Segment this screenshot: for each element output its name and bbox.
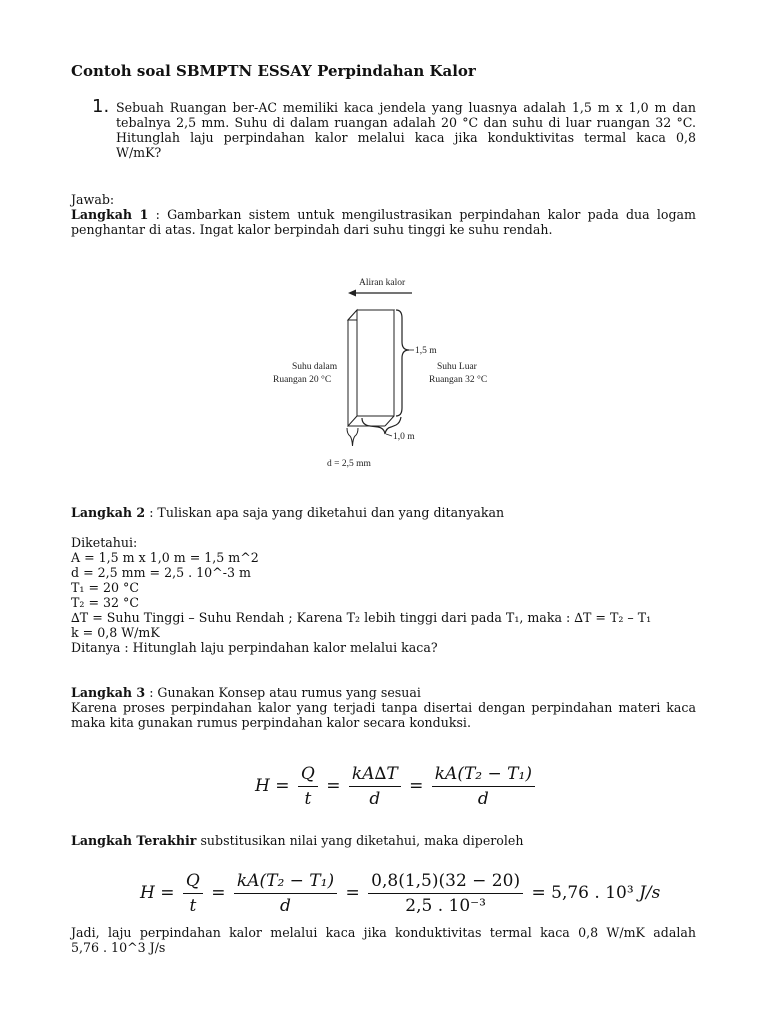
known-header: Diketahui: [71, 535, 138, 550]
question-line-1: Sebuah Ruangan ber-AC memiliki kaca jendela yang luasnya adalah 1,5 m x 1,0 m dan [116, 100, 696, 115]
step2-text: : Tuliskan apa saja yang diketahui dan yang ditanyakan [149, 505, 505, 520]
formula1-t: t [304, 789, 312, 809]
known-line-5: ∆T = Suhu Tinggi – Suhu Rendah ; Karena T₂ lebih tinggi dari pada T₁, maka : ∆T = T₂ – T₁ [71, 610, 652, 625]
width-pointer [386, 434, 392, 436]
formula2-q: Q [183, 871, 203, 894]
formula2-result: 5,76 . 10³ [551, 883, 634, 903]
final-step-label: Langkah Terakhir [71, 833, 197, 848]
known-line-3: T₁ = 20 °C [71, 580, 139, 595]
final-step-text: substitusikan nilai yang diketahui, maka diperoleh [200, 833, 524, 848]
step1-line-1 [71, 208, 696, 223]
step2-line [71, 506, 696, 521]
conclusion-line-1: Jadi, laju perpindahan kalor melalui kaca jika konduktivitas termal kaca 0,8 W/mK adalah [71, 925, 696, 940]
step3-line [71, 686, 696, 701]
formula2-frac-values [368, 871, 523, 916]
glass-pane-edge [385, 416, 394, 426]
thickness-brace [347, 428, 358, 446]
step1-line-2: penghantar di atas. Ingat kalor berpindah dari suhu tinggi ke suhu rendah. [71, 222, 553, 237]
conclusion-line-2: 5,76 . 10^3 J/s [71, 940, 166, 955]
step1-label: Langkah 1 [71, 207, 149, 222]
formula1-q: Q [298, 764, 318, 787]
formula2-val-num: 0,8(1,5)(32 − 20) [368, 871, 523, 894]
step3-text: : Gunakan Konsep atau rumus yang sesuai [149, 685, 421, 700]
diagram-inside-line-2: Ruangan 20 °C [273, 375, 332, 385]
formula-substitution: H = $\frac{Q}{t}$ = $\frac{\text{kA(T₂ − T₁)}}{d}$ = $\frac{0,8(1,5)(32 - 20)}{\text{2,5 . 10⁻³}}$ = 5,76 . 10³ J/s [140, 871, 661, 916]
step3-label: Langkah 3 [71, 685, 146, 700]
formula-conduction: H = $\frac{Q}{t}$ = $\frac{kA\Delta T}{d}$ = $\frac{\text{kA(T₂ − T₁)}}{d}$ [255, 764, 538, 809]
question-line-2: tebalnya 2,5 mm. Suhu di dalam ruangan adalah 20 °C dan suhu di luar ruangan 32 °C. [116, 115, 696, 130]
step2-label: Langkah 2 [71, 505, 146, 520]
formula2-h: H [140, 883, 155, 903]
formula2-val-den: 2,5 . 10⁻³ [405, 896, 486, 916]
formula1-frac-q-t [298, 764, 318, 809]
formula1-right-num: kA(T₂ − T₁) [432, 764, 535, 787]
diagram-outside-line-2: Ruangan 32 °C [429, 375, 488, 385]
formula2-t: t [189, 896, 197, 916]
glass-diagram [260, 270, 520, 475]
diagram-inside-line-1: Suhu dalam [292, 362, 338, 372]
formula2-frac-q-t [183, 871, 203, 916]
final-step-line [71, 834, 696, 849]
known-line-6: k = 0,8 W/mK [71, 625, 160, 640]
formula1-mid-den: d [369, 789, 381, 809]
known-line-4: T₂ = 32 °C [71, 595, 139, 610]
known-line-2: d = 2,5 mm = 2,5 . 10^-3 m [71, 565, 251, 580]
height-brace [396, 310, 409, 416]
formula1-frac-mid [349, 764, 401, 809]
step3-line-2: maka kita gunakan rumus perpindahan kalor secara konduksi. [71, 715, 471, 730]
formula2-sym-den: d [280, 896, 291, 916]
question-number: 1. [92, 96, 110, 117]
diagram-height-label: 1,5 m [415, 346, 437, 356]
formula1-mid-num: kA∆T [349, 764, 401, 787]
question-line-3: Hitunglah laju perpindahan kalor melalui kaca jika konduktivitas termal kaca 0,8 [116, 130, 696, 145]
formula2-unit: J/s [639, 883, 661, 903]
glass-pane-side [348, 310, 357, 426]
formula1-frac-right [432, 764, 535, 809]
step3-line-1: Karena proses perpindahan kalor yang terjadi tanpa disertai dengan perpindahan materi kaca [71, 700, 696, 715]
formula1-h: H [255, 776, 270, 796]
step1-text: : Gambarkan sistem untuk mengilustrasikan perpindahan kalor pada dua logam [155, 207, 696, 222]
answer-label: Jawab: [71, 192, 115, 207]
diagram-outside-line-1: Suhu Luar [437, 362, 477, 372]
diagram-width-label: 1,0 m [393, 432, 415, 442]
diagram-thickness-label: d = 2,5 mm [327, 459, 371, 469]
formula1-right-den: d [477, 789, 489, 809]
diagram-flow-label: Aliran kalor [359, 278, 406, 288]
glass-pane-front [357, 310, 394, 416]
formula2-sym-num: kA(T₂ − T₁) [234, 871, 337, 894]
question-line-4: W/mK? [116, 145, 162, 160]
known-line-1: A = 1,5 m x 1,0 m = 1,5 m^2 [71, 550, 259, 565]
page-title: Contoh soal SBMPTN ESSAY Perpindahan Kalor [71, 62, 476, 80]
formula2-frac-sym [234, 871, 337, 916]
flow-arrow-head [348, 290, 356, 297]
asked-line: Ditanya : Hitunglah laju perpindahan kalor melalui kaca? [71, 640, 438, 655]
